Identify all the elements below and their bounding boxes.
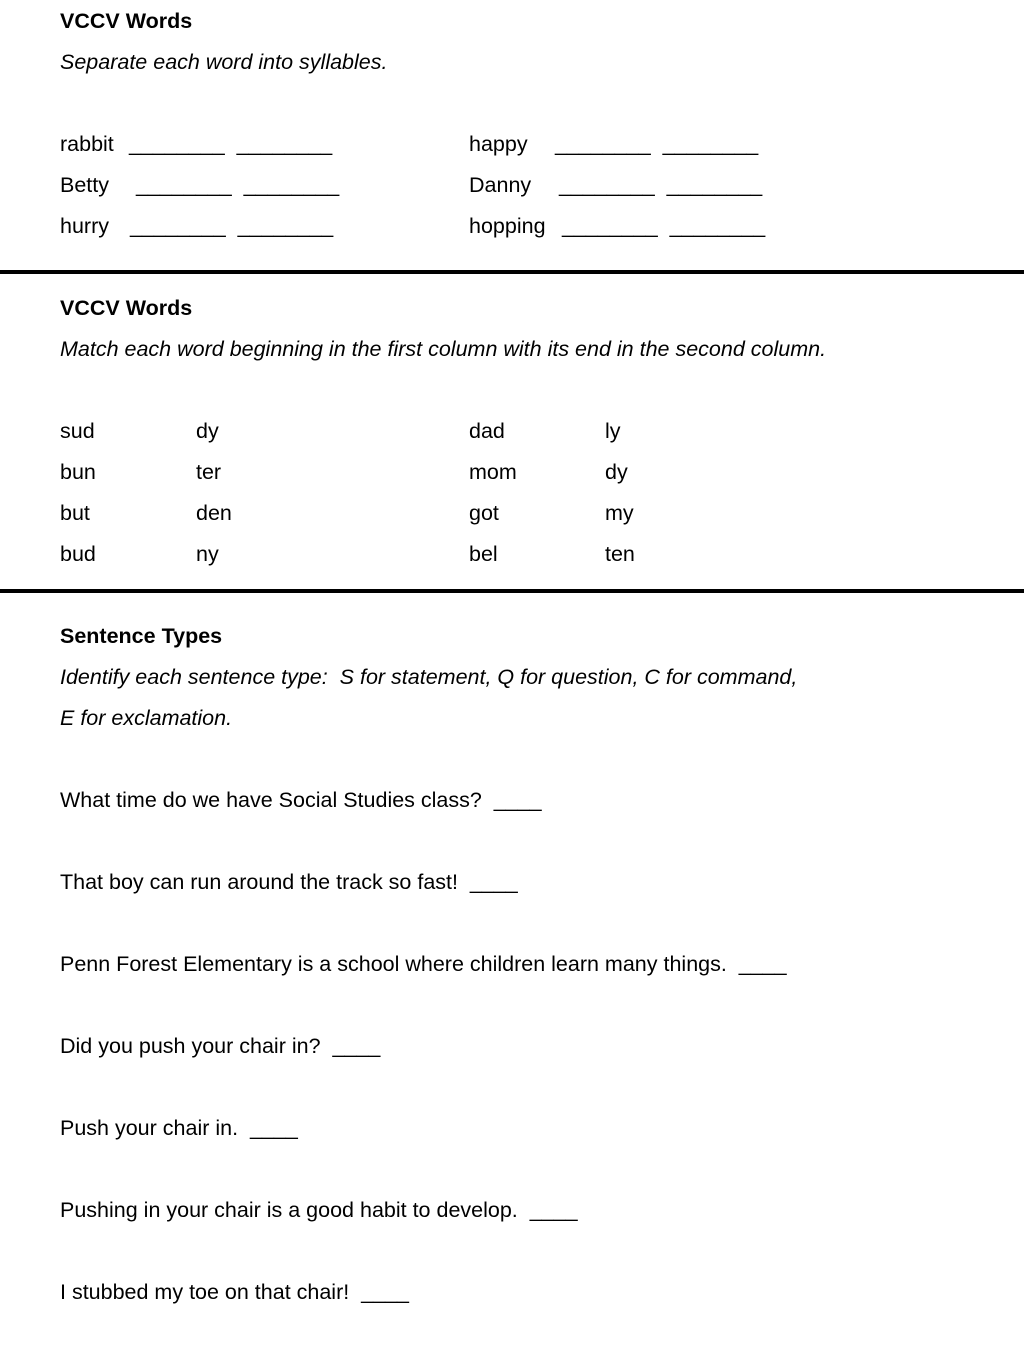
section-divider (0, 270, 1024, 274)
word-beginning: sud (60, 419, 95, 443)
section2-instruction: Match each word beginning in the first column with its end in the second column. (60, 337, 827, 361)
word-beginning: bud (60, 542, 96, 566)
syllable-word: Betty (60, 173, 109, 197)
syllable-word: hurry (60, 214, 109, 238)
word-ending: ly (605, 419, 621, 443)
word-ending: ten (605, 542, 635, 566)
word-ending: dy (196, 419, 219, 443)
word-ending: den (196, 501, 232, 525)
section1-instruction: Separate each word into syllables. (60, 50, 388, 74)
sentence-item[interactable]: Pushing in your chair is a good habit to develop. ____ (60, 1198, 578, 1222)
section1-title: VCCV Words (60, 9, 193, 33)
word-beginning: but (60, 501, 90, 525)
syllable-word: rabbit (60, 132, 114, 156)
syllable-word: happy (469, 132, 528, 156)
word-beginning: dad (469, 419, 505, 443)
section3-title: Sentence Types (60, 624, 223, 648)
sentence-item[interactable]: Did you push your chair in? ____ (60, 1034, 381, 1058)
section3-instruction-line1: Identify each sentence type: S for statement, Q for question, C for command, (60, 665, 798, 689)
word-ending: my (605, 501, 634, 525)
word-beginning: bel (469, 542, 498, 566)
word-ending: ny (196, 542, 219, 566)
word-ending: dy (605, 460, 628, 484)
sentence-item[interactable]: Penn Forest Elementary is a school where children learn many things. ____ (60, 952, 787, 976)
syllable-blanks[interactable]: ________ ________ (562, 214, 766, 238)
syllable-blanks[interactable]: ________ ________ (555, 132, 759, 156)
syllable-blanks[interactable]: ________ ________ (129, 132, 333, 156)
syllable-word: hopping (469, 214, 546, 238)
sentence-item[interactable]: I stubbed my toe on that chair! ____ (60, 1280, 409, 1304)
word-beginning: bun (60, 460, 96, 484)
sentence-item[interactable]: That boy can run around the track so fast! ____ (60, 870, 518, 894)
section-divider (0, 589, 1024, 593)
section3-instruction-line2: E for exclamation. (60, 706, 233, 730)
word-ending: ter (196, 460, 222, 484)
syllable-blanks[interactable]: ________ ________ (130, 214, 334, 238)
syllable-blanks[interactable]: ________ ________ (136, 173, 340, 197)
word-beginning: got (469, 501, 499, 525)
syllable-blanks[interactable]: ________ ________ (559, 173, 763, 197)
syllable-word: Danny (469, 173, 532, 197)
section2-title: VCCV Words (60, 296, 193, 320)
sentence-item[interactable]: Push your chair in. ____ (60, 1116, 298, 1140)
word-beginning: mom (469, 460, 517, 484)
sentence-item[interactable]: What time do we have Social Studies class? ____ (60, 788, 542, 812)
